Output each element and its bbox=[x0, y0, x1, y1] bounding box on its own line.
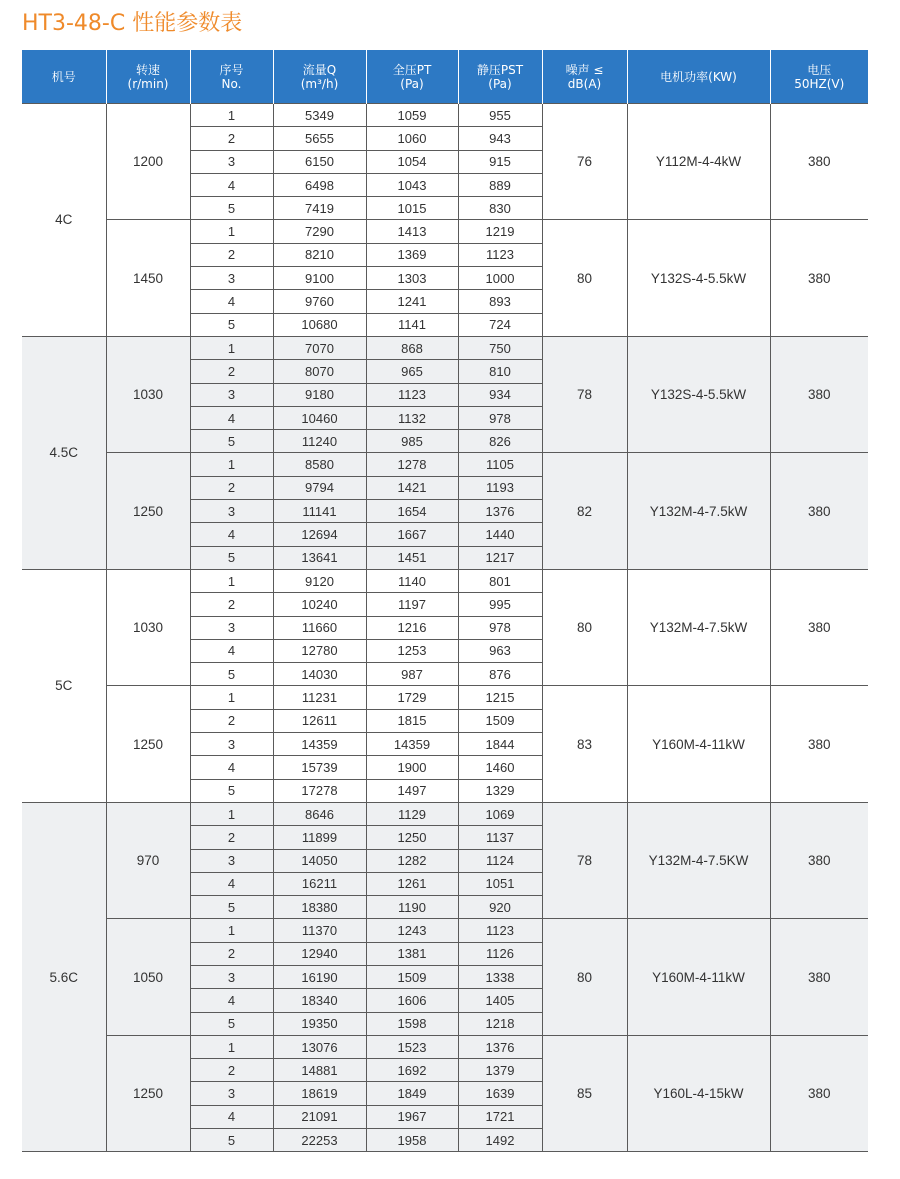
cell-full-pressure: 1369 bbox=[366, 243, 458, 266]
cell-seq: 2 bbox=[190, 360, 273, 383]
cell-full-pressure: 1243 bbox=[366, 919, 458, 942]
cell-flow: 13076 bbox=[273, 1035, 366, 1058]
cell-full-pressure: 1132 bbox=[366, 406, 458, 429]
cell-full-pressure: 1278 bbox=[366, 453, 458, 476]
header-seq: 序号 No. bbox=[190, 50, 273, 104]
cell-model: 5C bbox=[22, 569, 106, 802]
cell-seq: 1 bbox=[190, 919, 273, 942]
cell-flow: 12611 bbox=[273, 709, 366, 732]
cell-seq: 1 bbox=[190, 336, 273, 359]
cell-static-pressure: 810 bbox=[458, 360, 542, 383]
cell-seq: 4 bbox=[190, 756, 273, 779]
cell-flow: 9100 bbox=[273, 267, 366, 290]
cell-seq: 3 bbox=[190, 383, 273, 406]
header-noise: 噪声 ≤ dB(A) bbox=[542, 50, 627, 104]
cell-flow: 9794 bbox=[273, 476, 366, 499]
cell-full-pressure: 1451 bbox=[366, 546, 458, 569]
cell-static-pressure: 1123 bbox=[458, 243, 542, 266]
cell-static-pressure: 1051 bbox=[458, 872, 542, 895]
cell-speed: 1450 bbox=[106, 220, 190, 336]
cell-full-pressure: 1421 bbox=[366, 476, 458, 499]
cell-voltage: 380 bbox=[770, 453, 868, 569]
cell-flow: 6498 bbox=[273, 173, 366, 196]
cell-voltage: 380 bbox=[770, 104, 868, 220]
cell-static-pressure: 1069 bbox=[458, 802, 542, 825]
cell-voltage: 380 bbox=[770, 220, 868, 336]
table-header-row bbox=[22, 50, 868, 104]
cell-static-pressure: 1844 bbox=[458, 733, 542, 756]
cell-voltage: 380 bbox=[770, 1035, 868, 1151]
cell-static-pressure: 1105 bbox=[458, 453, 542, 476]
cell-seq: 2 bbox=[190, 709, 273, 732]
cell-seq: 5 bbox=[190, 896, 273, 919]
performance-table bbox=[22, 50, 868, 1152]
cell-full-pressure: 1413 bbox=[366, 220, 458, 243]
header-static-pressure: 静压PST (Pa) bbox=[458, 50, 542, 104]
cell-seq: 3 bbox=[190, 849, 273, 872]
cell-static-pressure: 1639 bbox=[458, 1082, 542, 1105]
cell-flow: 12780 bbox=[273, 639, 366, 662]
cell-model: 5.6C bbox=[22, 802, 106, 1151]
cell-flow: 14030 bbox=[273, 663, 366, 686]
cell-static-pressure: 1215 bbox=[458, 686, 542, 709]
cell-full-pressure: 1497 bbox=[366, 779, 458, 802]
cell-motor: Y132M-4-7.5kW bbox=[627, 453, 770, 569]
cell-flow: 12940 bbox=[273, 942, 366, 965]
cell-flow: 8070 bbox=[273, 360, 366, 383]
table-row bbox=[22, 453, 868, 476]
cell-noise: 76 bbox=[542, 104, 627, 220]
cell-full-pressure: 1282 bbox=[366, 849, 458, 872]
cell-static-pressure: 1193 bbox=[458, 476, 542, 499]
cell-static-pressure: 826 bbox=[458, 430, 542, 453]
cell-seq: 4 bbox=[190, 989, 273, 1012]
cell-static-pressure: 1219 bbox=[458, 220, 542, 243]
cell-flow: 7070 bbox=[273, 336, 366, 359]
cell-voltage: 380 bbox=[770, 802, 868, 918]
cell-flow: 9120 bbox=[273, 569, 366, 592]
cell-flow: 10680 bbox=[273, 313, 366, 336]
table-row bbox=[22, 569, 868, 592]
cell-seq: 2 bbox=[190, 476, 273, 499]
cell-flow: 12694 bbox=[273, 523, 366, 546]
cell-static-pressure: 1509 bbox=[458, 709, 542, 732]
cell-static-pressure: 750 bbox=[458, 336, 542, 359]
cell-motor: Y132M-4-7.5KW bbox=[627, 802, 770, 918]
cell-full-pressure: 1250 bbox=[366, 826, 458, 849]
cell-full-pressure: 1598 bbox=[366, 1012, 458, 1035]
cell-seq: 1 bbox=[190, 104, 273, 127]
table-row bbox=[22, 104, 868, 127]
header-voltage: 电压 50HZ(V) bbox=[770, 50, 868, 104]
cell-flow: 5349 bbox=[273, 104, 366, 127]
cell-seq: 2 bbox=[190, 826, 273, 849]
cell-full-pressure: 1381 bbox=[366, 942, 458, 965]
cell-full-pressure: 14359 bbox=[366, 733, 458, 756]
cell-flow: 8210 bbox=[273, 243, 366, 266]
cell-flow: 6150 bbox=[273, 150, 366, 173]
page-title: HT3-48-C 性能参数表 bbox=[22, 11, 243, 36]
cell-speed: 1250 bbox=[106, 1035, 190, 1151]
cell-static-pressure: 1492 bbox=[458, 1129, 542, 1152]
cell-full-pressure: 965 bbox=[366, 360, 458, 383]
cell-noise: 78 bbox=[542, 336, 627, 452]
cell-voltage: 380 bbox=[770, 919, 868, 1035]
cell-flow: 10460 bbox=[273, 406, 366, 429]
cell-flow: 8580 bbox=[273, 453, 366, 476]
cell-seq: 5 bbox=[190, 1129, 273, 1152]
cell-static-pressure: 893 bbox=[458, 290, 542, 313]
cell-model: 4.5C bbox=[22, 336, 106, 569]
cell-full-pressure: 1129 bbox=[366, 802, 458, 825]
cell-full-pressure: 1060 bbox=[366, 127, 458, 150]
cell-flow: 19350 bbox=[273, 1012, 366, 1035]
cell-seq: 5 bbox=[190, 197, 273, 220]
cell-static-pressure: 915 bbox=[458, 150, 542, 173]
header-full-pressure: 全压PT (Pa) bbox=[366, 50, 458, 104]
cell-static-pressure: 1000 bbox=[458, 267, 542, 290]
cell-full-pressure: 1054 bbox=[366, 150, 458, 173]
cell-static-pressure: 1218 bbox=[458, 1012, 542, 1035]
cell-full-pressure: 1059 bbox=[366, 104, 458, 127]
cell-motor: Y132M-4-7.5kW bbox=[627, 569, 770, 685]
cell-flow: 7419 bbox=[273, 197, 366, 220]
cell-seq: 2 bbox=[190, 1059, 273, 1082]
cell-seq: 3 bbox=[190, 267, 273, 290]
cell-flow: 11141 bbox=[273, 500, 366, 523]
cell-seq: 1 bbox=[190, 569, 273, 592]
cell-speed: 1030 bbox=[106, 569, 190, 685]
cell-seq: 3 bbox=[190, 733, 273, 756]
cell-static-pressure: 1338 bbox=[458, 965, 542, 988]
cell-flow: 5655 bbox=[273, 127, 366, 150]
cell-full-pressure: 1141 bbox=[366, 313, 458, 336]
cell-full-pressure: 985 bbox=[366, 430, 458, 453]
cell-seq: 2 bbox=[190, 243, 273, 266]
cell-static-pressure: 1460 bbox=[458, 756, 542, 779]
cell-full-pressure: 1900 bbox=[366, 756, 458, 779]
cell-static-pressure: 876 bbox=[458, 663, 542, 686]
cell-full-pressure: 1606 bbox=[366, 989, 458, 1012]
cell-static-pressure: 830 bbox=[458, 197, 542, 220]
cell-full-pressure: 987 bbox=[366, 663, 458, 686]
cell-full-pressure: 1190 bbox=[366, 896, 458, 919]
cell-full-pressure: 1123 bbox=[366, 383, 458, 406]
cell-speed: 1250 bbox=[106, 686, 190, 802]
cell-flow: 17278 bbox=[273, 779, 366, 802]
cell-static-pressure: 943 bbox=[458, 127, 542, 150]
cell-static-pressure: 889 bbox=[458, 173, 542, 196]
cell-seq: 1 bbox=[190, 220, 273, 243]
cell-noise: 82 bbox=[542, 453, 627, 569]
cell-seq: 1 bbox=[190, 453, 273, 476]
cell-static-pressure: 1405 bbox=[458, 989, 542, 1012]
cell-flow: 14050 bbox=[273, 849, 366, 872]
cell-static-pressure: 978 bbox=[458, 616, 542, 639]
cell-static-pressure: 801 bbox=[458, 569, 542, 592]
cell-full-pressure: 1303 bbox=[366, 267, 458, 290]
table-row bbox=[22, 1035, 868, 1058]
cell-speed: 970 bbox=[106, 802, 190, 918]
cell-seq: 4 bbox=[190, 173, 273, 196]
cell-static-pressure: 1124 bbox=[458, 849, 542, 872]
cell-motor: Y160L-4-15kW bbox=[627, 1035, 770, 1151]
cell-motor: Y132S-4-5.5kW bbox=[627, 220, 770, 336]
cell-speed: 1200 bbox=[106, 104, 190, 220]
cell-static-pressure: 1123 bbox=[458, 919, 542, 942]
cell-seq: 5 bbox=[190, 663, 273, 686]
cell-flow: 10240 bbox=[273, 593, 366, 616]
cell-flow: 13641 bbox=[273, 546, 366, 569]
cell-flow: 11660 bbox=[273, 616, 366, 639]
cell-seq: 3 bbox=[190, 1082, 273, 1105]
cell-full-pressure: 1849 bbox=[366, 1082, 458, 1105]
header-speed: 转速 (r/min) bbox=[106, 50, 190, 104]
cell-static-pressure: 995 bbox=[458, 593, 542, 616]
cell-seq: 3 bbox=[190, 965, 273, 988]
cell-static-pressure: 1379 bbox=[458, 1059, 542, 1082]
cell-seq: 4 bbox=[190, 1105, 273, 1128]
table-row bbox=[22, 919, 868, 942]
cell-static-pressure: 955 bbox=[458, 104, 542, 127]
cell-flow: 21091 bbox=[273, 1105, 366, 1128]
cell-full-pressure: 868 bbox=[366, 336, 458, 359]
cell-full-pressure: 1253 bbox=[366, 639, 458, 662]
cell-seq: 3 bbox=[190, 150, 273, 173]
cell-static-pressure: 1440 bbox=[458, 523, 542, 546]
cell-model: 4C bbox=[22, 104, 106, 337]
cell-flow: 22253 bbox=[273, 1129, 366, 1152]
cell-static-pressure: 1329 bbox=[458, 779, 542, 802]
cell-static-pressure: 1721 bbox=[458, 1105, 542, 1128]
table-row bbox=[22, 686, 868, 709]
cell-full-pressure: 1241 bbox=[366, 290, 458, 313]
cell-seq: 4 bbox=[190, 872, 273, 895]
cell-flow: 9760 bbox=[273, 290, 366, 313]
cell-seq: 3 bbox=[190, 500, 273, 523]
cell-noise: 80 bbox=[542, 220, 627, 336]
table-row bbox=[22, 336, 868, 359]
cell-flow: 15739 bbox=[273, 756, 366, 779]
cell-full-pressure: 1043 bbox=[366, 173, 458, 196]
cell-flow: 18619 bbox=[273, 1082, 366, 1105]
table-row bbox=[22, 220, 868, 243]
cell-static-pressure: 1126 bbox=[458, 942, 542, 965]
cell-full-pressure: 1692 bbox=[366, 1059, 458, 1082]
cell-flow: 16190 bbox=[273, 965, 366, 988]
cell-motor: Y160M-4-11kW bbox=[627, 686, 770, 802]
cell-static-pressure: 963 bbox=[458, 639, 542, 662]
cell-static-pressure: 724 bbox=[458, 313, 542, 336]
cell-seq: 4 bbox=[190, 290, 273, 313]
cell-static-pressure: 1376 bbox=[458, 500, 542, 523]
cell-noise: 78 bbox=[542, 802, 627, 918]
cell-full-pressure: 1667 bbox=[366, 523, 458, 546]
cell-static-pressure: 1137 bbox=[458, 826, 542, 849]
cell-flow: 18340 bbox=[273, 989, 366, 1012]
header-flow: 流量Q (m³/h) bbox=[273, 50, 366, 104]
cell-full-pressure: 1523 bbox=[366, 1035, 458, 1058]
cell-voltage: 380 bbox=[770, 686, 868, 802]
cell-speed: 1250 bbox=[106, 453, 190, 569]
cell-full-pressure: 1197 bbox=[366, 593, 458, 616]
cell-speed: 1050 bbox=[106, 919, 190, 1035]
cell-full-pressure: 1509 bbox=[366, 965, 458, 988]
cell-seq: 1 bbox=[190, 686, 273, 709]
cell-flow: 14359 bbox=[273, 733, 366, 756]
cell-flow: 16211 bbox=[273, 872, 366, 895]
cell-flow: 11370 bbox=[273, 919, 366, 942]
cell-noise: 83 bbox=[542, 686, 627, 802]
cell-flow: 11231 bbox=[273, 686, 366, 709]
cell-noise: 85 bbox=[542, 1035, 627, 1151]
cell-flow: 7290 bbox=[273, 220, 366, 243]
cell-static-pressure: 1217 bbox=[458, 546, 542, 569]
cell-seq: 3 bbox=[190, 616, 273, 639]
cell-seq: 5 bbox=[190, 546, 273, 569]
cell-full-pressure: 1015 bbox=[366, 197, 458, 220]
cell-flow: 14881 bbox=[273, 1059, 366, 1082]
cell-seq: 5 bbox=[190, 1012, 273, 1035]
cell-static-pressure: 978 bbox=[458, 406, 542, 429]
cell-static-pressure: 934 bbox=[458, 383, 542, 406]
cell-seq: 2 bbox=[190, 127, 273, 150]
cell-full-pressure: 1815 bbox=[366, 709, 458, 732]
cell-noise: 80 bbox=[542, 569, 627, 685]
cell-full-pressure: 1261 bbox=[366, 872, 458, 895]
cell-seq: 4 bbox=[190, 523, 273, 546]
cell-full-pressure: 1140 bbox=[366, 569, 458, 592]
cell-flow: 11240 bbox=[273, 430, 366, 453]
cell-seq: 1 bbox=[190, 1035, 273, 1058]
table-body bbox=[22, 104, 868, 1152]
cell-flow: 18380 bbox=[273, 896, 366, 919]
cell-motor: Y160M-4-11kW bbox=[627, 919, 770, 1035]
cell-static-pressure: 920 bbox=[458, 896, 542, 919]
cell-flow: 11899 bbox=[273, 826, 366, 849]
cell-static-pressure: 1376 bbox=[458, 1035, 542, 1058]
cell-flow: 8646 bbox=[273, 802, 366, 825]
cell-full-pressure: 1967 bbox=[366, 1105, 458, 1128]
cell-full-pressure: 1654 bbox=[366, 500, 458, 523]
cell-noise: 80 bbox=[542, 919, 627, 1035]
cell-seq: 1 bbox=[190, 802, 273, 825]
cell-seq: 4 bbox=[190, 639, 273, 662]
header-motor: 电机功率(KW) bbox=[627, 50, 770, 104]
cell-seq: 4 bbox=[190, 406, 273, 429]
cell-seq: 2 bbox=[190, 942, 273, 965]
cell-full-pressure: 1958 bbox=[366, 1129, 458, 1152]
cell-seq: 2 bbox=[190, 593, 273, 616]
cell-speed: 1030 bbox=[106, 336, 190, 452]
cell-motor: Y112M-4-4kW bbox=[627, 104, 770, 220]
cell-voltage: 380 bbox=[770, 336, 868, 452]
cell-seq: 5 bbox=[190, 313, 273, 336]
cell-seq: 5 bbox=[190, 779, 273, 802]
cell-full-pressure: 1216 bbox=[366, 616, 458, 639]
table-row bbox=[22, 802, 868, 825]
cell-full-pressure: 1729 bbox=[366, 686, 458, 709]
cell-voltage: 380 bbox=[770, 569, 868, 685]
cell-motor: Y132S-4-5.5kW bbox=[627, 336, 770, 452]
cell-seq: 5 bbox=[190, 430, 273, 453]
cell-flow: 9180 bbox=[273, 383, 366, 406]
header-model: 机号 bbox=[22, 50, 106, 104]
